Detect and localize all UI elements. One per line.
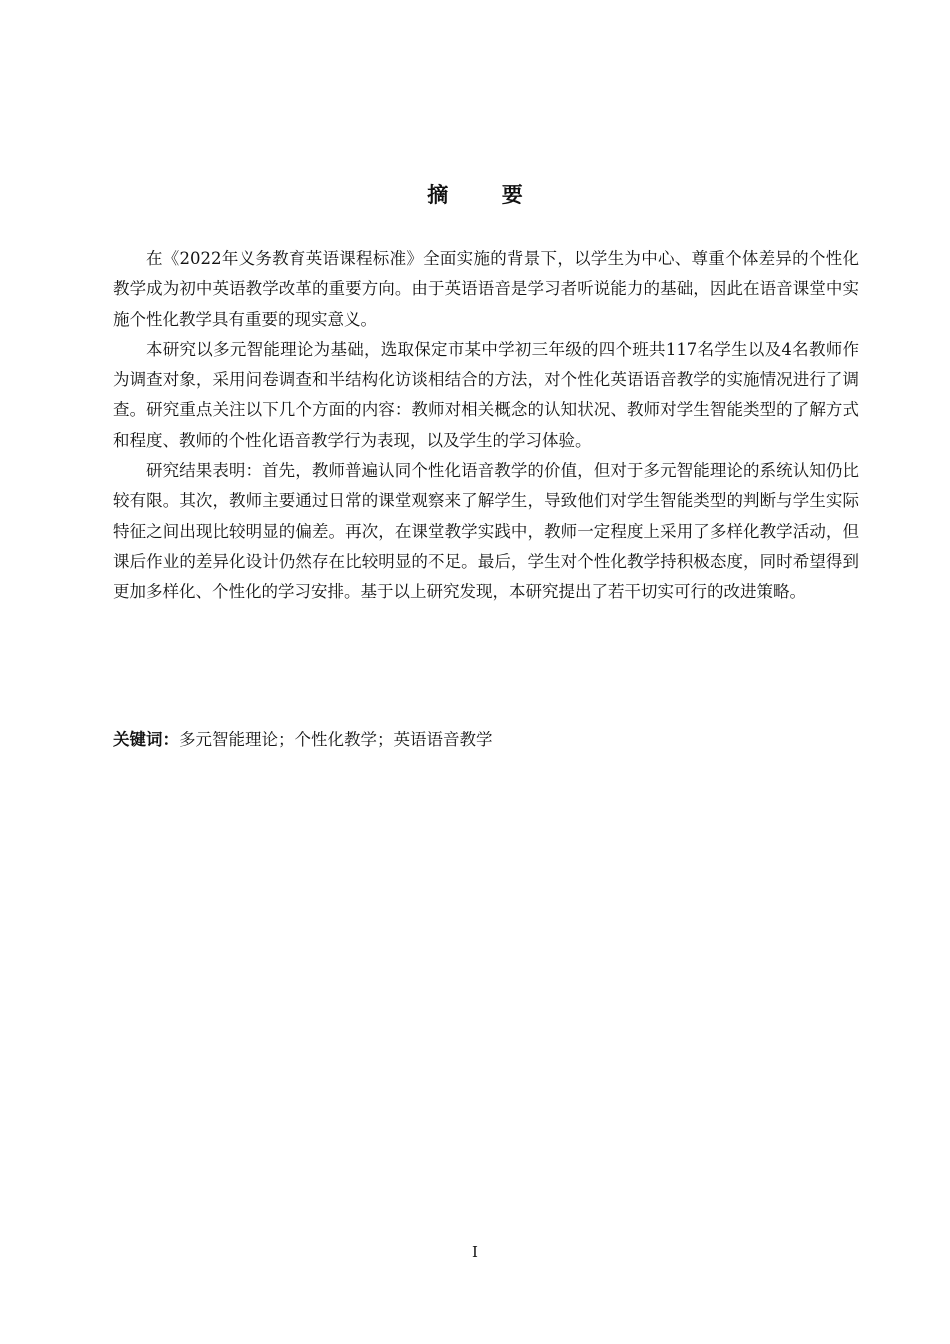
abstract-body: [113, 244, 859, 608]
abstract-paragraph-3: 研究结果表明：首先，教师普遍认同个性化语音教学的价值，但对于多元智能理论的系统认知仍比较有限。其次，教师主要通过日常的课堂观察来了解学生，导致他们对学生智能类型的判断与学生实际特征之间出现比较明显的偏差。再次，在课堂教学实践中，教师一定程度上采用了多样化教学活动，但课后作业的差异化设计仍然存在比较明显的不足。最后，学生对个性化教学持积极态度，同时希望得到更加多样化、个性化的学习安排。基于以上研究发现，本研究提出了若干切实可行的改进策略。: [113, 461, 859, 602]
abstract-paragraph-1: 在《2022年义务教育英语课程标准》全面实施的背景下，以学生为中心、尊重个体差异的个性化教学成为初中英语教学改革的重要方向。由于英语语音是学习者听说能力的基础，因此在语音课堂中实施个性化教学具有重要的现实意义。: [113, 249, 859, 329]
page-title: 摘 要: [427, 183, 546, 207]
abstract-paragraph-2: 本研究以多元智能理论为基础，选取保定市某中学初三年级的四个班共117名学生以及4名教师作为调查对象，采用问卷调查和半结构化访谈相结合的方法，对个性化英语语音教学的实施情况进行了调查。研究重点关注以下几个方面的内容：教师对相关概念的认知状况、教师对学生智能类型的了解方式和程度、教师的个性化语音教学行为表现，以及学生的学习体验。: [113, 339, 859, 450]
page-number: I: [472, 1243, 478, 1261]
keywords-line: [113, 726, 859, 754]
keywords-text: 多元智能理论；个性化教学；英语语音教学: [179, 730, 493, 749]
keywords-label: 关键词：: [113, 730, 179, 749]
